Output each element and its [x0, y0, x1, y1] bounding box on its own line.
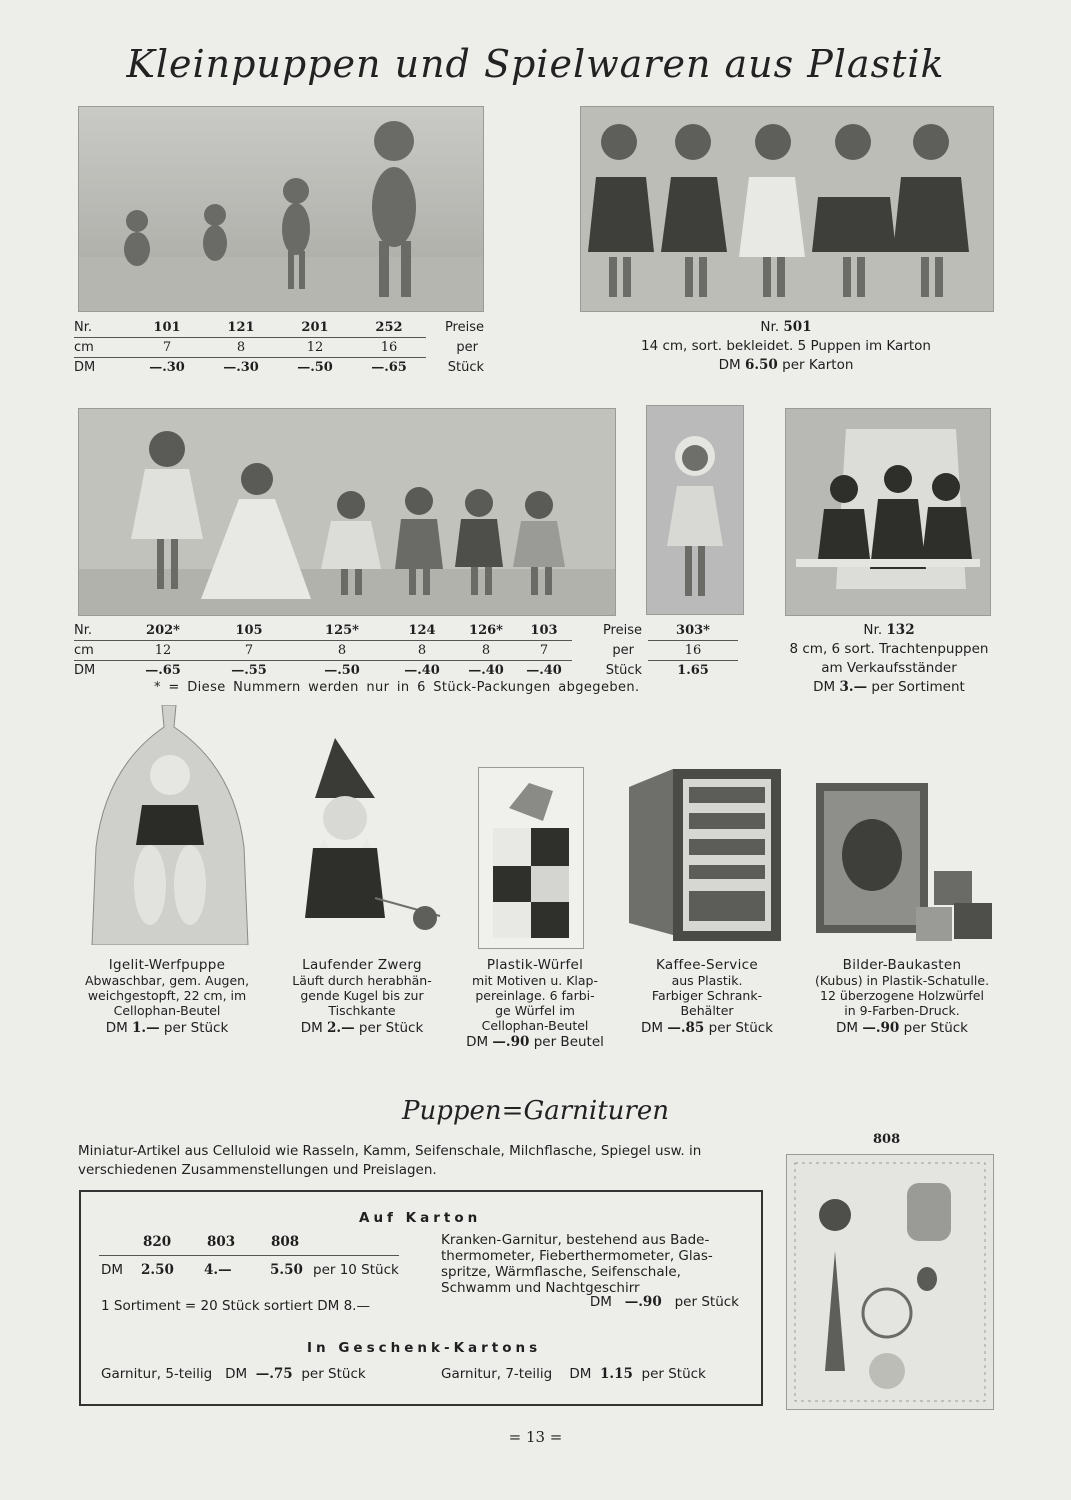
item-number: 803 [207, 1234, 236, 1250]
item-description: am Verkaufsständer [821, 660, 957, 676]
price-unit: per Stück [358, 1020, 424, 1036]
price: 1.15 [600, 1366, 633, 1382]
product-desc: weichgestopft, 22 cm, im [87, 988, 247, 1003]
kranken-desc: Schwamm und Nachtgeschirr [441, 1280, 640, 1296]
price: —.90 [862, 1020, 900, 1036]
dm-label: DM [300, 1020, 323, 1036]
price: 4.— [204, 1262, 232, 1278]
item-number: 124 [388, 621, 456, 641]
garnitur-number-row [99, 1234, 399, 1256]
garnitur-price-row [101, 1262, 401, 1282]
garnituren-intro [78, 1142, 768, 1180]
item-description: 14 cm, sort. bekleidet. 5 Puppen im Karton [641, 338, 931, 354]
item-number: 202* [124, 621, 202, 641]
product-name: Kaffee-Service [656, 957, 758, 973]
photo-bilder-baukasten [816, 783, 994, 945]
table-label: DM [74, 360, 96, 375]
photo-label: 808 [873, 1132, 901, 1147]
size-cm: 7 [130, 338, 204, 358]
dm-label: DM [105, 1020, 128, 1036]
size-cm: 16 [352, 338, 426, 358]
price: —.30 [149, 360, 185, 375]
intro-text: Miniatur-Artikel aus Celluloid wie Rasseln, Kamm, Seifenschale, Milchflasche, Spiegel usw. in [78, 1143, 702, 1159]
size-cm: 8 [296, 641, 388, 661]
price-unit: per Stück [674, 1294, 739, 1310]
price-unit: per Beutel [533, 1034, 604, 1050]
photo-six-dolls [78, 408, 616, 616]
price: —.50 [297, 360, 333, 375]
intro-text: verschiedenen Zusammenstellungen und Preislagen. [78, 1162, 437, 1178]
size-cm: 16 [648, 641, 738, 661]
photo-igelit-werfpuppe [90, 705, 250, 945]
nr-label: Nr. [760, 319, 780, 335]
product-desc: in 9-Farben-Druck. [844, 1003, 960, 1018]
dm-label: DM [466, 1034, 489, 1050]
price: —.40 [526, 663, 562, 678]
photo-trachtenpuppen-132 [785, 408, 991, 616]
table-label: cm [74, 641, 124, 661]
price: —.85 [667, 1020, 705, 1036]
item-number: 125* [296, 621, 388, 641]
kranken-garnitur [441, 1232, 739, 1310]
product-desc: aus Plastik. [671, 973, 743, 988]
table-label: Nr. [74, 318, 130, 338]
table-label: DM [74, 663, 96, 678]
table-label: cm [74, 338, 130, 358]
size-cm: 7 [202, 641, 296, 661]
price-table-1 [74, 318, 484, 377]
price: —.30 [223, 360, 259, 375]
item-number: 501 [783, 319, 812, 335]
price-note: Preise [602, 623, 642, 639]
kranken-desc: thermometer, Fieberthermometer, Glas- [441, 1248, 713, 1264]
price-note: Preise [444, 320, 484, 336]
photo-doll-303 [646, 405, 744, 615]
price-unit: per Stück [163, 1020, 229, 1036]
item-501-caption [580, 318, 992, 375]
item-number: 101 [130, 318, 204, 338]
item-number: 808 [271, 1234, 300, 1250]
price-note: per [612, 643, 634, 658]
photo-small-dolls [78, 106, 484, 312]
product-desc: Cellophan-Beutel [481, 1018, 589, 1033]
product-kaffee-service [615, 958, 799, 1036]
item-number: 126* [456, 621, 516, 641]
dm-label: DM [640, 1020, 664, 1036]
product-desc: ge Würfel im [495, 1003, 575, 1018]
price: —.65 [371, 360, 407, 375]
product-desc: Tischkante [328, 1003, 396, 1018]
item-number: 820 [143, 1234, 172, 1250]
item-number: 201 [278, 318, 352, 338]
price-unit: per Sortiment [871, 679, 965, 695]
section-heading: Puppen=Garnituren [402, 1096, 669, 1126]
page-number: = 13 = [508, 1428, 563, 1446]
price: —.90 [624, 1294, 662, 1310]
price: 5.50 [270, 1262, 303, 1278]
item-number: 132 [886, 622, 915, 638]
price-table-303 [648, 621, 738, 680]
dm-label: DM [589, 1294, 612, 1310]
item-number: 303* [648, 621, 738, 641]
product-desc: Läuft durch herabhän- [292, 973, 432, 988]
photo-garnitur-808 [786, 1154, 994, 1410]
price: 6.50 [744, 357, 778, 373]
product-desc: 12 überzogene Holzwürfel [820, 988, 984, 1003]
item-description: 8 cm, 6 sort. Trachtenpuppen [789, 641, 989, 657]
price-unit: per Karton [782, 357, 854, 373]
size-cm: 7 [516, 641, 572, 661]
product-igelit-werfpuppe [72, 958, 262, 1036]
price: —.50 [324, 663, 360, 678]
price: 3.— [839, 679, 868, 695]
garnitur-label: Garnitur, 7-teilig [441, 1366, 553, 1382]
product-name: Plastik-Würfel [486, 957, 584, 973]
geschenk-heading: In Geschenk-Kartons [307, 1340, 542, 1356]
photo-dressed-dolls-501 [580, 106, 994, 312]
size-cm: 12 [124, 641, 202, 661]
kranken-desc: spritze, Wärmflasche, Seifenschale, [441, 1264, 681, 1280]
product-name: Igelit-Werfpuppe [108, 957, 226, 973]
photo-kaffee-service [625, 765, 785, 947]
price-unit: per Stück [641, 1366, 706, 1382]
kranken-desc: Kranken-Garnitur, bestehend aus Bade- [441, 1232, 710, 1248]
product-desc: Abwaschbar, gem. Augen, [84, 973, 250, 988]
garnitur-label: Garnitur, 5-teilig [101, 1366, 213, 1382]
dm-label: DM [835, 1020, 859, 1036]
dm-label: DM [813, 679, 836, 695]
sortiment-text: 1 Sortiment = 20 Stück sortiert DM 8.— [101, 1298, 370, 1314]
price: —.55 [231, 663, 267, 678]
product-laufender-zwerg [267, 958, 457, 1036]
price: —.90 [492, 1034, 530, 1050]
product-desc: gende Kugel bis zur [300, 988, 424, 1003]
price: 2.50 [141, 1262, 174, 1278]
footnote: * = Diese Nummern werden nur in 6 Stück-Packungen abgegeben. [154, 680, 640, 695]
price: —.75 [255, 1366, 293, 1382]
product-bilder-baukasten [800, 958, 1004, 1036]
dm-label: DM [718, 357, 741, 373]
photo-plastik-wuerfel [478, 767, 584, 949]
price: 1.— [132, 1020, 160, 1036]
price: 1.65 [677, 663, 709, 678]
product-name: Bilder-Baukasten [842, 957, 962, 973]
photo-laufender-zwerg [275, 738, 455, 938]
page-title: Kleinpuppen und Spielwaren aus Plastik [126, 42, 945, 86]
garnituren-price-box [79, 1190, 763, 1406]
price: 2.— [327, 1020, 355, 1036]
garnitur-7-row: Garnitur, 7-teilig DM 1.15 per Stück [441, 1366, 706, 1382]
price-unit: per Stück [903, 1020, 969, 1036]
product-desc: mit Motiven u. Klap- [472, 973, 598, 988]
price-table-2 [74, 621, 642, 680]
size-cm: 12 [278, 338, 352, 358]
product-desc: Farbiger Schrank- [651, 988, 763, 1003]
size-cm: 8 [204, 338, 278, 358]
price: —.65 [145, 663, 181, 678]
price-note: Stück [447, 359, 484, 375]
price-note: Stück [605, 662, 642, 678]
size-cm: 8 [388, 641, 456, 661]
item-number: 105 [202, 621, 296, 641]
dm-label: DM [101, 1262, 124, 1278]
product-desc: Behälter [680, 1003, 734, 1018]
item-132-caption [760, 621, 1018, 697]
product-name: Laufender Zwerg [302, 957, 422, 973]
size-cm: 8 [456, 641, 516, 661]
auf-karton-heading: Auf Karton [359, 1210, 482, 1226]
item-number: 252 [352, 318, 426, 338]
item-number: 121 [204, 318, 278, 338]
product-plastik-wuerfel [455, 958, 615, 1050]
price: —.40 [468, 663, 504, 678]
product-desc: Cellophan-Beutel [113, 1003, 221, 1018]
price-unit: per Stück [708, 1020, 774, 1036]
nr-label: Nr. [863, 622, 883, 638]
price-unit: per Stück [301, 1366, 366, 1382]
price-unit: per 10 Stück [313, 1262, 399, 1278]
table-label: Nr. [74, 621, 124, 641]
product-desc: (Kubus) in Plastik-Schatulle. [814, 973, 990, 988]
garnitur-5-row: Garnitur, 5-teilig DM —.75 per Stück [101, 1366, 366, 1382]
price: —.40 [404, 663, 440, 678]
price-note: per [456, 340, 478, 355]
product-desc: pereinlage. 6 farbi- [475, 988, 595, 1003]
item-number: 103 [516, 621, 572, 641]
